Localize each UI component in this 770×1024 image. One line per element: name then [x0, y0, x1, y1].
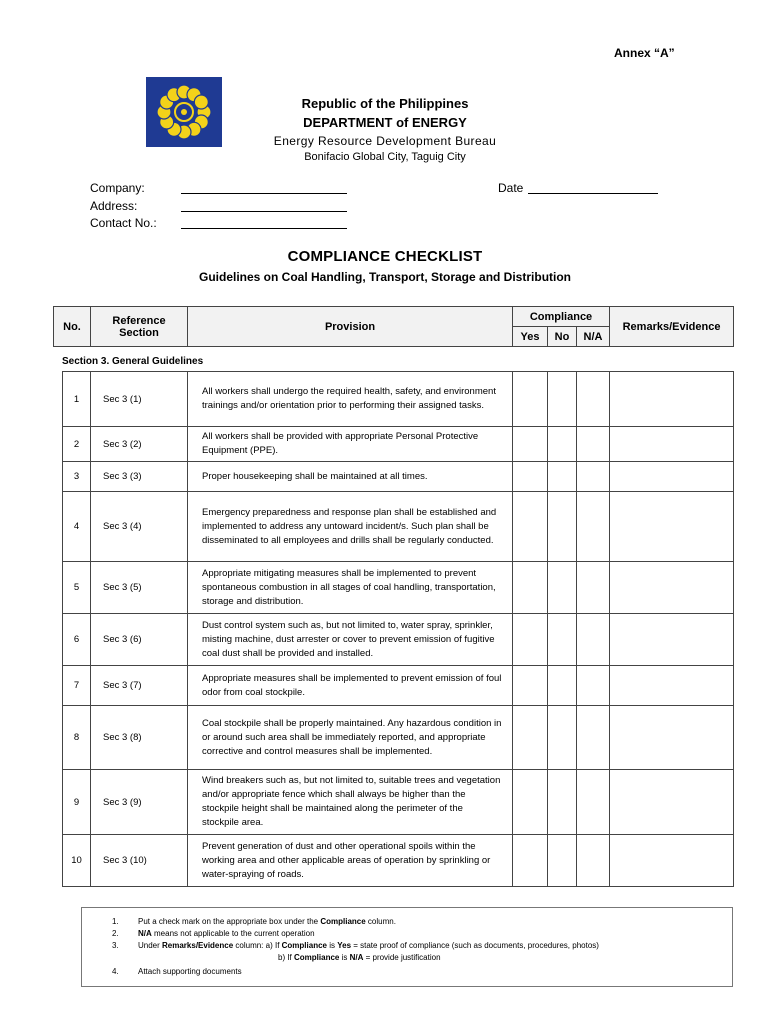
instructions-box	[81, 907, 733, 987]
yes-checkbox-cell[interactable]	[513, 462, 548, 492]
table-row	[63, 462, 734, 492]
remarks-cell[interactable]	[610, 614, 734, 666]
row-provision: All workers shall be provided with appropriate Personal Protective Equipment (PPE).	[188, 427, 513, 462]
remarks-cell[interactable]	[610, 427, 734, 462]
contact-label: Contact No.:	[90, 216, 157, 230]
row-reference: Sec 3 (4)	[91, 492, 188, 562]
no-checkbox-cell[interactable]	[548, 614, 577, 666]
yes-checkbox-cell[interactable]	[513, 562, 548, 614]
row-number: 10	[63, 835, 91, 887]
row-number: 2	[63, 427, 91, 462]
remarks-cell[interactable]	[610, 562, 734, 614]
contact-field[interactable]	[181, 218, 347, 229]
yes-checkbox-cell[interactable]	[513, 770, 548, 835]
row-reference: Sec 3 (10)	[91, 835, 188, 887]
yes-checkbox-cell[interactable]	[513, 372, 548, 427]
row-reference: Sec 3 (9)	[91, 770, 188, 835]
republic-heading: Republic of the Philippines	[301, 96, 469, 111]
remarks-cell[interactable]	[610, 706, 734, 770]
note-4: 4. Attach supporting documents	[112, 967, 242, 976]
col-header-remarks: Remarks/Evidence	[610, 307, 734, 347]
table-row	[63, 492, 734, 562]
address-field[interactable]	[181, 201, 347, 212]
remarks-cell[interactable]	[610, 770, 734, 835]
section-label: Section 3. General Guidelines	[62, 356, 204, 367]
row-number: 1	[63, 372, 91, 427]
note-1: 1. Put a check mark on the appropriate box under the Compliance column.	[112, 917, 396, 926]
remarks-cell[interactable]	[610, 372, 734, 427]
no-checkbox-cell[interactable]	[548, 835, 577, 887]
row-reference: Sec 3 (8)	[91, 706, 188, 770]
row-reference: Sec 3 (1)	[91, 372, 188, 427]
row-provision: Coal stockpile shall be properly maintained. Any hazardous condition in or around such area shall be immediately reported, and appropriate corrective and control measures shall be implemented.	[188, 706, 513, 770]
row-reference: Sec 3 (6)	[91, 614, 188, 666]
table-row	[63, 666, 734, 706]
na-checkbox-cell[interactable]	[577, 462, 610, 492]
na-checkbox-cell[interactable]	[577, 562, 610, 614]
row-provision: Proper housekeeping shall be maintained at all times.	[188, 462, 513, 492]
row-reference: Sec 3 (7)	[91, 666, 188, 706]
na-checkbox-cell[interactable]	[577, 706, 610, 770]
checklist-body-table	[62, 371, 734, 887]
col-header-reference: Reference Section	[91, 307, 188, 347]
na-checkbox-cell[interactable]	[577, 666, 610, 706]
na-checkbox-cell[interactable]	[577, 835, 610, 887]
company-label: Company:	[90, 181, 145, 195]
remarks-cell[interactable]	[610, 835, 734, 887]
row-number: 6	[63, 614, 91, 666]
no-checkbox-cell[interactable]	[548, 770, 577, 835]
bureau-heading: Energy Resource Development Bureau	[273, 134, 497, 148]
row-provision: All workers shall undergo the required health, safety, and environment trainings and/or orientation prior to performing their assigned tasks.	[188, 372, 513, 427]
row-provision: Prevent generation of dust and other operational spoils within the working area and other applicable areas of operation by sprinkling or water-spraying of roads.	[188, 835, 513, 887]
no-checkbox-cell[interactable]	[548, 427, 577, 462]
no-checkbox-cell[interactable]	[548, 462, 577, 492]
note-3b: b) If Compliance is N/A = provide justification	[278, 953, 441, 962]
remarks-cell[interactable]	[610, 492, 734, 562]
yes-checkbox-cell[interactable]	[513, 427, 548, 462]
yes-checkbox-cell[interactable]	[513, 835, 548, 887]
yes-checkbox-cell[interactable]	[513, 614, 548, 666]
na-checkbox-cell[interactable]	[577, 427, 610, 462]
checklist-header-table	[53, 306, 734, 347]
row-reference: Sec 3 (2)	[91, 427, 188, 462]
annex-label: Annex “A”	[614, 46, 675, 60]
table-row	[63, 706, 734, 770]
table-row	[63, 770, 734, 835]
col-header-no-compliance: No	[548, 327, 577, 347]
table-row	[63, 427, 734, 462]
checklist-subtitle: Guidelines on Coal Handling, Transport, Storage and Distribution	[198, 270, 572, 284]
row-provision: Appropriate measures shall be implemented to prevent emission of foul odor from coal stockpile.	[188, 666, 513, 706]
table-row	[63, 562, 734, 614]
company-field[interactable]	[181, 183, 347, 194]
no-checkbox-cell[interactable]	[548, 562, 577, 614]
row-reference: Sec 3 (5)	[91, 562, 188, 614]
col-header-yes: Yes	[513, 327, 548, 347]
remarks-cell[interactable]	[610, 666, 734, 706]
note-3: 3. Under Remarks/Evidence column: a) If Compliance is Yes = state proof of compliance (such as documents, procedures, photos)	[112, 941, 599, 950]
yes-checkbox-cell[interactable]	[513, 666, 548, 706]
na-checkbox-cell[interactable]	[577, 770, 610, 835]
remarks-cell[interactable]	[610, 462, 734, 492]
row-number: 5	[63, 562, 91, 614]
row-provision: Dust control system such as, but not limited to, water spray, sprinkler, misting machine, dust arrester or cover to prevent emission of fugitive coal dust shall be provided and installed.	[188, 614, 513, 666]
row-number: 8	[63, 706, 91, 770]
row-number: 4	[63, 492, 91, 562]
na-checkbox-cell[interactable]	[577, 492, 610, 562]
no-checkbox-cell[interactable]	[548, 492, 577, 562]
no-checkbox-cell[interactable]	[548, 666, 577, 706]
row-number: 7	[63, 666, 91, 706]
col-header-compliance: Compliance	[513, 307, 610, 327]
na-checkbox-cell[interactable]	[577, 372, 610, 427]
checklist-title: COMPLIANCE CHECKLIST	[287, 248, 483, 265]
yes-checkbox-cell[interactable]	[513, 492, 548, 562]
no-checkbox-cell[interactable]	[548, 372, 577, 427]
date-field[interactable]	[528, 183, 658, 194]
location-heading: Bonifacio Global City, Taguig City	[304, 151, 466, 163]
row-provision: Emergency preparedness and response plan shall be established and implemented to address any untoward incident/s. Such plan shall be disseminated to all employees and drills shall be regularly conducted.	[188, 492, 513, 562]
table-row	[63, 835, 734, 887]
no-checkbox-cell[interactable]	[548, 706, 577, 770]
col-header-provision: Provision	[188, 307, 513, 347]
address-label: Address:	[90, 199, 138, 213]
department-heading: DEPARTMENT of ENERGY	[303, 115, 467, 130]
date-label: Date	[498, 181, 524, 195]
row-reference: Sec 3 (3)	[91, 462, 188, 492]
table-row	[63, 372, 734, 427]
row-provision: Appropriate mitigating measures shall be implemented to prevent spontaneous combustion in all stages of coal handling, transportation, storage and distribution.	[188, 562, 513, 614]
na-checkbox-cell[interactable]	[577, 614, 610, 666]
row-number: 9	[63, 770, 91, 835]
note-2: 2. N/A means not applicable to the current operation	[112, 929, 315, 938]
row-provision: Wind breakers such as, but not limited to, suitable trees and vegetation and/or appropriate fence which shall always be higher than the stockpile height shall be maintained along the perimeter of the stockpile area.	[188, 770, 513, 835]
col-header-no: No.	[54, 307, 91, 347]
row-number: 3	[63, 462, 91, 492]
table-row	[63, 614, 734, 666]
col-header-na: N/A	[577, 327, 610, 347]
yes-checkbox-cell[interactable]	[513, 706, 548, 770]
